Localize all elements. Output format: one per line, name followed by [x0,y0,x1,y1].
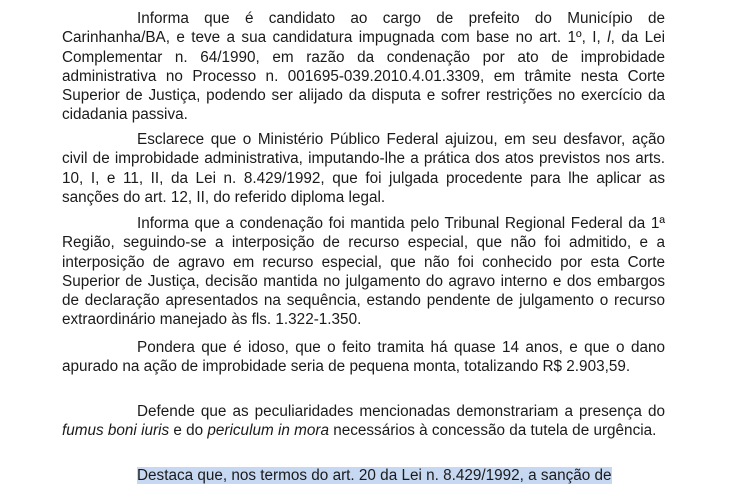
paragraph-acao-civil: Esclarece que o Ministério Público Federal ajuizou, em seu desfavor, ação civil de improbidade administrativa, imputando-lhe a prática dos atos previstos nos arts. 10, I, e 11, II, da Lei n. 8.429/1992, que foi julgada procedente para lhe aplicar as sanções do art. 12, II, do referido diploma legal. [62,131,665,206]
paragraph-art-20-highlighted[interactable] [62,466,665,485]
paragraph-text: necessários à concessão da tutela de urgência. [328,422,657,440]
latin-term-periculum: periculum in mora [207,422,329,440]
text-selection-highlight[interactable]: Destaca que, nos termos do art. 20 da Lei n. 8.429/1992, a sanção de [137,467,612,484]
paragraph-idoso: Pondera que é idoso, que o feito tramita há quase 14 anos, e que o dano apurado na ação de improbidade seria de pequena monta, totalizando R$ 2.903,59. [62,339,665,376]
paragraph-text: e do [169,422,208,440]
paragraph-text: Defende que as peculiaridades mencionadas demonstrariam a presença do [137,403,665,420]
latin-term-fumus: fumus boni iuris [62,422,170,440]
italic-letter: l [607,29,611,47]
paragraph-candidatura: Informa que é candidato ao cargo de prefeito do Município de Carinhanha/BA, e teve a sua candidatura impugnada com base no art. 1º, I, l, da Lei Complementar n. 64/1990, em razão da condenação por ato de improbidade administrativa no Processo n. 001695-039.2010.4.01.3309, em trâmite nesta Corte Superior de Justiça, podendo ser alijado da disputa e sofrer restrições no exercício da cidadania passiva. [62,10,665,124]
paragraph-tutela-urgencia [62,402,665,441]
paragraph-condenacao-mantida: Informa que a condenação foi mantida pelo Tribunal Regional Federal da 1ª Região, seguindo-se a interposição de recurso especial, que não foi admitido, e a interposição de agravo em recurso especial, que não foi conhecido por esta Corte Superior de Justiça, decisão mantida no julgamento do agravo interno e dos embargos de declaração apresentados na sequência, estando pendente de julgamento o recurso extraordinário manejado às fls. 1.322-1.350. [62,215,665,329]
